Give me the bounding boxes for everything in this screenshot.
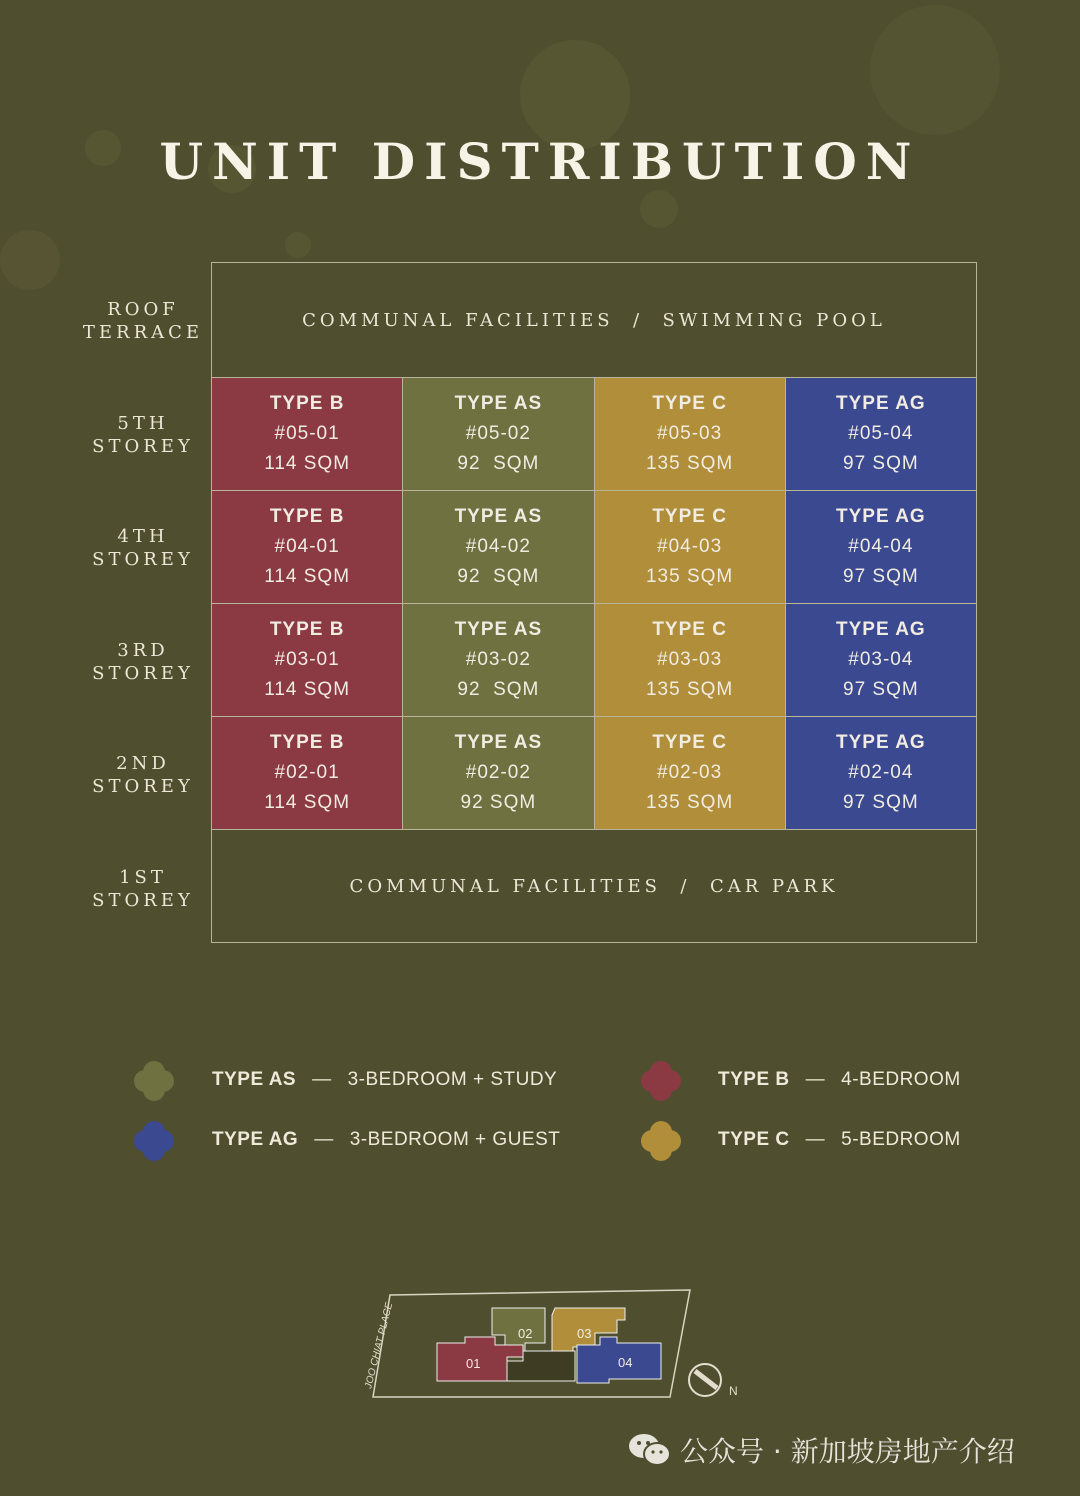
background-decoration xyxy=(870,5,1000,135)
unit-number: #05-02 xyxy=(465,423,531,444)
unit-cell xyxy=(595,490,786,603)
unit-area: 114 SQM xyxy=(264,566,351,587)
roof-band-text: COMMUNAL FACILITIES / SWIMMING POOL xyxy=(302,309,886,331)
unit-cell xyxy=(786,490,976,603)
floor-label-2nd: 2ND STOREY xyxy=(92,753,194,797)
unit-cell xyxy=(786,716,976,829)
floor-label-1st: 1ST STOREY xyxy=(92,867,194,911)
unit-cell xyxy=(786,603,976,716)
unit-cell xyxy=(786,377,976,490)
plan-label-02: 02 xyxy=(518,1326,533,1341)
legend-desc: 5-BEDROOM xyxy=(841,1129,961,1150)
legend-swatch-ag xyxy=(134,1121,174,1161)
background-decoration xyxy=(0,230,60,290)
floor-row-4th xyxy=(212,490,976,603)
unit-cell xyxy=(212,377,403,490)
unit-cell xyxy=(403,490,594,603)
unit-number: #03-02 xyxy=(465,649,531,670)
legend-swatch-as xyxy=(134,1061,174,1101)
plan-label-04: 04 xyxy=(618,1355,633,1370)
legend-item-ag xyxy=(212,1129,560,1151)
page-title: UNIT DISTRIBUTION xyxy=(159,132,921,191)
first-storey-band xyxy=(212,829,976,942)
unit-number: #04-03 xyxy=(657,536,723,557)
wechat-icon xyxy=(628,1432,672,1468)
legend-desc: 4-BEDROOM xyxy=(841,1069,961,1090)
unit-cell xyxy=(595,603,786,716)
unit-distribution-grid xyxy=(211,262,977,943)
unit-number: #04-02 xyxy=(465,536,531,557)
unit-type: TYPE AS xyxy=(454,393,543,414)
legend-swatch-c xyxy=(641,1121,681,1161)
legend-desc: 3-BEDROOM + STUDY xyxy=(347,1069,558,1090)
legend-dash: — xyxy=(312,1069,332,1090)
legend-code: TYPE B xyxy=(718,1069,790,1090)
unit-type: TYPE B xyxy=(269,506,345,527)
unit-number: #02-04 xyxy=(848,762,914,783)
unit-number: #02-02 xyxy=(465,762,531,783)
unit-area: 114 SQM xyxy=(264,453,351,474)
unit-number: #02-03 xyxy=(657,762,723,783)
unit-cell xyxy=(595,377,786,490)
unit-area: 135 SQM xyxy=(645,679,734,700)
unit-cell xyxy=(403,603,594,716)
floor-label-3rd: 3RD STOREY xyxy=(92,640,194,684)
plan-label-03: 03 xyxy=(577,1326,592,1341)
unit-cell xyxy=(595,716,786,829)
unit-type: TYPE B xyxy=(269,619,345,640)
legend-item-b xyxy=(718,1069,961,1091)
plan-label-01: 01 xyxy=(466,1356,481,1371)
road-label: JOO CHIAT PLACE xyxy=(363,1301,396,1390)
unit-area: 97 SQM xyxy=(843,566,919,587)
unit-number: #05-04 xyxy=(848,423,914,444)
unit-cell xyxy=(212,716,403,829)
floor-label-roof: ROOF TERRACE xyxy=(82,299,204,343)
unit-area: 135 SQM xyxy=(645,566,734,587)
unit-type: TYPE AS xyxy=(454,506,543,527)
first-band-text: COMMUNAL FACILITIES / CAR PARK xyxy=(349,875,839,897)
unit-cell xyxy=(212,603,403,716)
unit-cell xyxy=(403,716,594,829)
legend-code: TYPE AG xyxy=(212,1129,299,1150)
unit-area: 97 SQM xyxy=(843,679,919,700)
unit-area: 92 SQM xyxy=(457,453,540,474)
unit-type: TYPE B xyxy=(269,732,345,753)
floor-label-5th: 5TH STOREY xyxy=(92,413,194,457)
legend-item-as xyxy=(212,1069,557,1091)
unit-area: 92 SQM xyxy=(457,566,540,587)
legend-dash: — xyxy=(805,1129,826,1150)
unit-cell xyxy=(403,377,594,490)
unit-type: TYPE AS xyxy=(454,732,543,753)
north-label: N xyxy=(729,1384,738,1398)
legend-code: TYPE C xyxy=(718,1129,790,1150)
unit-type: TYPE AG xyxy=(836,619,926,640)
unit-area: 92 SQM xyxy=(457,679,540,700)
floor-row-5th xyxy=(212,377,976,490)
unit-type: TYPE B xyxy=(269,393,345,414)
unit-area: 92 SQM xyxy=(460,792,537,813)
unit-number: #03-01 xyxy=(274,649,340,670)
unit-cell xyxy=(212,490,403,603)
north-arrow-icon xyxy=(689,1364,738,1398)
unit-area: 97 SQM xyxy=(843,792,919,813)
unit-number: #03-04 xyxy=(848,649,914,670)
background-decoration xyxy=(640,190,678,228)
legend-dash: — xyxy=(805,1069,826,1090)
unit-area: 97 SQM xyxy=(843,453,919,474)
unit-number: #03-03 xyxy=(657,649,723,670)
unit-type: TYPE AG xyxy=(836,506,926,527)
unit-number: #04-01 xyxy=(274,536,340,557)
unit-type: TYPE C xyxy=(652,619,727,640)
unit-area: 135 SQM xyxy=(645,792,734,813)
unit-number: #04-04 xyxy=(848,536,914,557)
unit-number: #05-03 xyxy=(657,423,723,444)
unit-number: #02-01 xyxy=(274,762,340,783)
legend-swatch-b xyxy=(641,1061,681,1101)
unit-area: 114 SQM xyxy=(264,679,351,700)
floor-label-4th: 4TH STOREY xyxy=(92,526,194,570)
background-decoration xyxy=(285,232,311,258)
unit-area: 114 SQM xyxy=(264,792,351,813)
unit-number: #05-01 xyxy=(274,423,340,444)
unit-type: TYPE C xyxy=(652,732,727,753)
floor-row-3rd xyxy=(212,603,976,716)
legend-dash: — xyxy=(314,1129,334,1150)
floor-row-2nd xyxy=(212,716,976,829)
unit-type: TYPE AG xyxy=(836,393,926,414)
unit-type: TYPE AG xyxy=(836,732,926,753)
watermark-text: 公众号 · 新加坡房地产介绍 xyxy=(680,1435,1015,1468)
watermark xyxy=(628,1430,1015,1470)
unit-type: TYPE C xyxy=(652,506,727,527)
unit-type: TYPE AS xyxy=(454,619,543,640)
roof-band xyxy=(212,263,976,377)
legend-item-c xyxy=(718,1129,961,1151)
legend-code: TYPE AS xyxy=(212,1069,297,1090)
legend-desc: 3-BEDROOM + GUEST xyxy=(349,1129,561,1150)
site-key-plan xyxy=(355,1285,755,1415)
unit-type: TYPE C xyxy=(652,393,727,414)
unit-area: 135 SQM xyxy=(645,453,734,474)
